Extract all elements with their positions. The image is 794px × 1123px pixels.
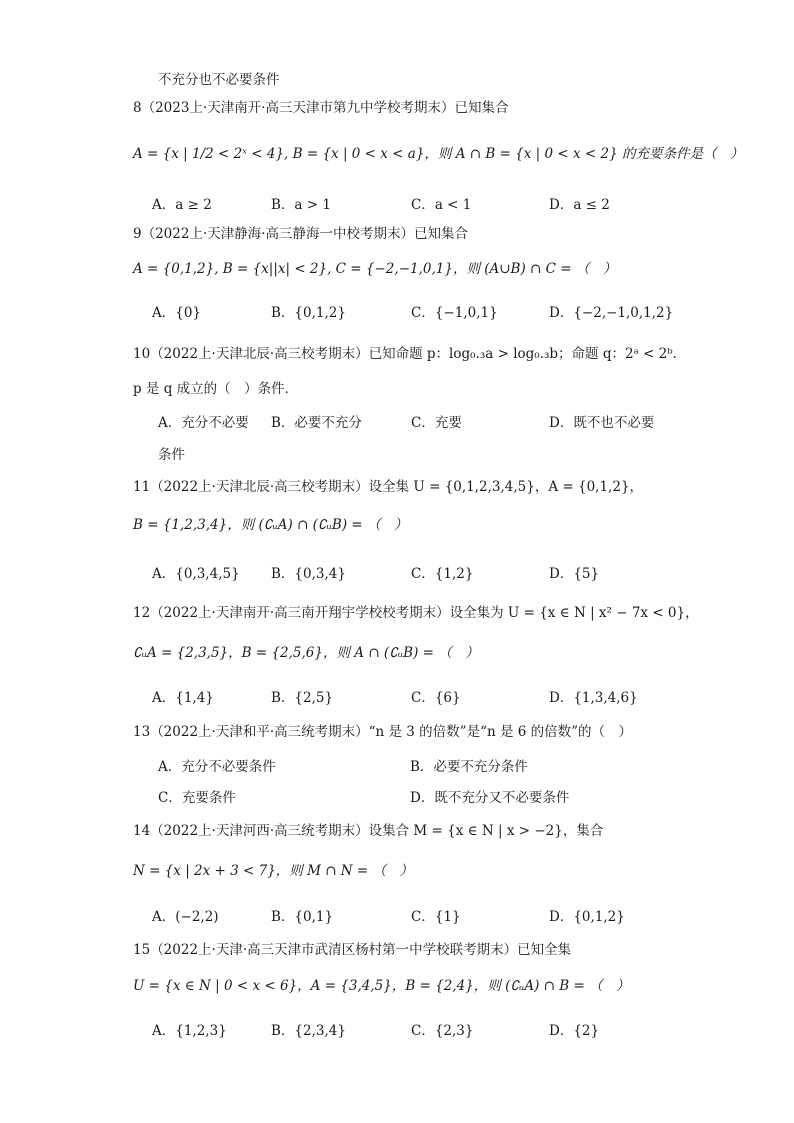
option-a: A．{1,4} (152, 690, 214, 706)
option-b: B．{2,3,4} (271, 1023, 346, 1039)
question-15-header (133, 941, 571, 959)
option-c: C．a < 1 (411, 197, 472, 213)
question-number: 10 (133, 346, 151, 362)
option-c: C．{6} (411, 690, 461, 706)
question-number: 11 (133, 479, 151, 495)
question-14-header (133, 822, 603, 840)
question-9-options (0, 301, 794, 319)
option-d: D．{2} (549, 1023, 600, 1039)
question-14-options (0, 905, 794, 923)
question-number: 12 (133, 605, 151, 621)
option-b: B．{2,5} (271, 690, 334, 706)
option-d: D．{0,1,2} (549, 909, 625, 925)
question-11-header (133, 478, 643, 496)
option-a: A．充分不必要条件 (158, 759, 276, 775)
option-b: B．{0,1,2} (271, 305, 346, 321)
question-15-body: U = {x ∈ N | 0 < x < 6}，A = {3,4,5}，B = {2,4}，则 (∁ᵤA) ∩ B = （ ） (133, 978, 630, 994)
option-b: B．a > 1 (271, 197, 331, 213)
question-source: （2022上·天津北辰·高三校考期末）设全集 U = {0,1,2,3,4,5}，A = {0,1,2}， (150, 479, 644, 495)
question-source: （2023上·天津南开·高三天津市第九中学校考期末）已知集合 (141, 100, 509, 116)
option-d: D．既不也不必要 (549, 415, 655, 431)
option-a: A．{0,3,4,5} (152, 566, 240, 582)
option-d: D．{1,3,4,6} (549, 690, 638, 706)
option-b: B．必要不充分条件 (410, 759, 528, 775)
option-c: C．充要条件 (158, 790, 236, 806)
question-number: 8 (133, 100, 142, 116)
option-continuation: 条件 (158, 447, 185, 463)
question-11-body: B = {1,2,3,4}，则 (∁ᵤA) ∩ (∁ᵤB) = （ ） (133, 517, 408, 533)
option-c: C．{−1,0,1} (411, 305, 498, 321)
question-8-options (0, 193, 794, 211)
option-a: A．充分不必要 (158, 415, 249, 431)
option-b: B．{0,3,4} (271, 566, 346, 582)
option-d: D．既不充分又不必要条件 (410, 790, 570, 806)
question-9-body: A = {0,1,2}, B = {x||x| < 2}, C = {−2,−1,0,1}，则 (A∪B) ∩ C = （ ） (133, 261, 617, 277)
question-number: 14 (133, 823, 151, 839)
option-d: D．{5} (549, 566, 600, 582)
question-source: （2022上·天津·高三天津市武清区杨村第一中学校联考期末）已知全集 (150, 942, 572, 958)
question-11-options (0, 562, 794, 580)
option-a: A．{0} (152, 305, 202, 321)
option-b: B．必要不充分 (271, 415, 362, 431)
question-number: 15 (133, 942, 151, 958)
option-c: C．充要 (411, 415, 462, 431)
question-8-body: A = {x | 1/2 < 2ˣ < 4}, B = {x | 0 < x < a}，则 A ∩ B = {x | 0 < x < 2} 的充要条件是（ ） (133, 146, 744, 162)
question-10-body: p 是 q 成立的（ ）条件． (133, 381, 299, 397)
question-source: （2022上·天津静海·高三静海一中校考期末）已知集合 (141, 226, 469, 242)
continuation-text: 不充分也不必要条件 (158, 72, 280, 88)
option-d: D．a ≤ 2 (549, 197, 610, 213)
question-9-header (133, 225, 468, 243)
option-a: A．a ≥ 2 (152, 197, 212, 213)
question-15-options (0, 1019, 794, 1037)
question-source: （2022上·天津南开·高三南开翔宇学校校考期末）设全集为 U = {x ∈ N | x² − 7x < 0}， (150, 605, 699, 621)
question-source: （2022上·天津河西·高三统考期末）设集合 M = {x ∈ N | x > −2}，集合 (150, 823, 604, 839)
question-number: 13 (133, 724, 151, 740)
question-14-body: N = {x | 2x + 3 < 7}，则 M ∩ N = （ ） (133, 863, 414, 879)
question-number: 9 (133, 226, 142, 242)
question-12-body: ∁ᵤA = {2,3,5}，B = {2,5,6}，则 A ∩ (∁ᵤB) = （ ） (133, 645, 479, 661)
option-c: C．{2,3} (411, 1023, 474, 1039)
option-d: D．{−2,−1,0,1,2} (549, 305, 674, 321)
question-13-options-row2 (0, 786, 794, 804)
option-c: C．{1} (411, 909, 461, 925)
option-c: C．{1,2} (411, 566, 474, 582)
question-8-header (133, 99, 509, 117)
question-10-header (133, 345, 686, 363)
question-12-header (133, 604, 699, 622)
option-a: A．{1,2,3} (152, 1023, 227, 1039)
question-13-options-row1 (0, 755, 794, 773)
question-13-header (133, 723, 632, 741)
question-source: （2022上·天津北辰·高三校考期末）已知命题 p：log₀.₃a > log₀.₃b；命题 q：2ᵃ < 2ᵇ． (150, 346, 687, 362)
option-b: B．{0,1} (271, 909, 334, 925)
question-10-options (0, 411, 794, 429)
question-12-options (0, 686, 794, 704)
option-a: A．(−2,2) (152, 909, 219, 925)
question-source: （2022上·天津和平·高三统考期末）“n 是 3 的倍数”是“n 是 6 的倍数”的（ ） (150, 724, 633, 740)
